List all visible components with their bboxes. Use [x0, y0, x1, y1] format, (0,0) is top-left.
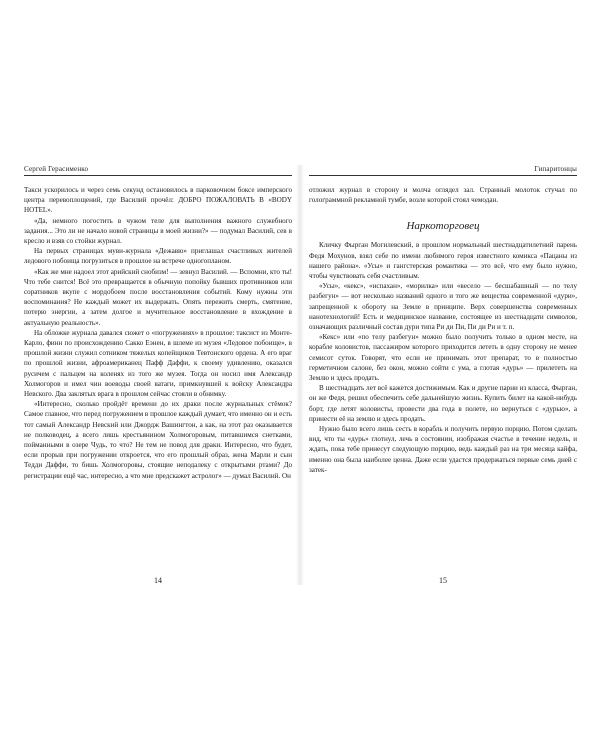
right-paragraph-5: Нужно было всего лишь сесть в корабль и получить первую порцию. Потом сделать вид, что ты «дурь» глотнул, лечь в состоянии, изображая счастье в течение недель, и ждать, пока тебе принесут следующую порцию, ведь каждый раз на три месяца кайфа, именно она была наиболее ценна. Даже если удастся продержаться первые семь дней с затек-	[309, 425, 577, 474]
right-page	[309, 165, 577, 585]
right-body-text	[309, 185, 577, 475]
section-heading: Наркоторговец	[406, 220, 480, 233]
left-paragraph-5: На обложке журнала давался сюжет о «погружениях» в прошлое: таксист из Монте-Карло, финн по происхождению Сакко Еэнен, в шлеме из музея «Ледовое побоище», в прошлой жизни служил сотником тяжелых копейщиков Тевтонского ордена. А его враг по прошлой жизни, афроамериканец Пафф Даффи, к своему удивлению, оказался русичем с пальцем на коленях из того же музея. Тогда он носил имя Александр Холмогоров и имел чин воеводы своей ватаги, примкнувшей к войску Александра Невского. Два заклятых врага в прошлом сейчас стояли в обнимку.	[24, 328, 292, 399]
book-gutter	[296, 165, 304, 585]
right-paragraph-1: Кличку Фырган Могилевский, в прошлом нормальный шестнадцатилетний парень Федя Мохунов, взял себе по имени любимого героя известного комикса «Пацаны из нашего района». «Усы» и гангстерская романтика — это всё, что ему было нужно, чтобы чувствовать себя счастливым.	[309, 241, 577, 281]
left-page	[24, 165, 292, 585]
right-paragraph-2: «Усы», «кекс», «испахан», «морилка» или «весело — бесшабашный — по телу разбегун» — вот несколько названий одного и того же вещества современной «дури», запрещенной к обороту на Земле в принципе. Верх совершенства современных нанотехнологий! Есть и медицинское название, состоящее из шестнадцати символов, означающих различный состав дури типа Ри ди Пи, Пи ди Ри и т. п.	[309, 282, 577, 332]
left-paragraph-3: На первых страницах муви-журнала «Дежавю» приглашал счастливых жителей ледового побоища погрузиться в прошлое на встрече одногопланом.	[24, 247, 292, 266]
left-paragraph-6: «Интересно, сколько пройдёт времени до их драки после журнальных стёмок? Самое главное, что перед погружением в прошлое каждый думает, что именно он и есть тот самый Александр Невский или Джордж Вашингтон, а как, на этот раз оказывается не полководец, а всего лишь крестьянином Холмогоровым, питавшимся снетками, пойманными в озере Чудь, то что? Не тем не повод для драки. Интересно, что будет, если прорыв при погружении откроется, что его прошлый образ, жена Марли и сын Тедди Даффи, то бишь Холмогоровы, стоящие неподалеку с открытыми ртами? До регистрации ещё час, интересно, а что мне предскажет астролог» — думал Василий. Он	[24, 400, 292, 480]
book-spread	[0, 165, 600, 585]
right-intro-paragraph: отложил журнал в сторону и молча оглядел зал. Странный молоток стучал по голограммной рекламной тумбе, возле которой стоял чемодан.	[309, 186, 577, 205]
left-running-head: Сергей Герасименко	[24, 165, 292, 176]
left-paragraph-4: «Как же мне надоел этот арийский снобизм! — зевнул Василий. — Вспомни, кто ты! Что тебе снится! Всё это превращается в обычную попойку бывших противников или соратников вкупе с мордобоем после восстановления событий. Кому нужны эти воспоминания? Не каждый может их выдержать. Опять пережить смерть, смятение, потерю энергии, а затем долгое и мучительное восстановление в вхождение в актуальную реальность».	[24, 267, 292, 327]
left-page-number: 14	[154, 576, 162, 585]
right-paragraph-4: В шестнадцать лет всё кажется достижимым. Как и другие парни из класса, Фырган, он же Федя, решил обеспечить себе дальнейшую жизнь. Купить билет на какой-нибудь борт, где летят коловисты, провести два года в полете, но вернуться с «дурью», а принести её на землю и здесь продать.	[309, 384, 577, 423]
right-page-number: 15	[439, 576, 447, 585]
right-paragraph-3: «Кекс» или «по телу разбегун» можно было получить только в одном месте, на корабле коловистов, пассажиром которого приходится лететь в одну сторону не менее семисот суток. Говорят, что если не принимать этот препарат, то в полностью герметичном салоне, без окон, можно сойти с ума, а глотая «дурь» — прилететь на Землю и здесь продать.	[309, 333, 577, 383]
right-running-head: Гипаритонцы	[309, 165, 577, 176]
left-body-text	[24, 185, 292, 481]
left-paragraph-2: «Да, немного погостить в чужом теле для выполнения важного служебного задания... Это ли не начало новой страницы в моей жизни?» — подумал Василий, сев в кресло и взяв со стойки журнал.	[24, 216, 292, 246]
left-paragraph-1: Такси ускорилось и через семь секунд остановилось в парковочном боксе имперского центра перевоплощений, где Василий прочёл: ДОБРО ПОЖАЛОВАТЬ В «BODY HOTEL».	[24, 186, 292, 215]
